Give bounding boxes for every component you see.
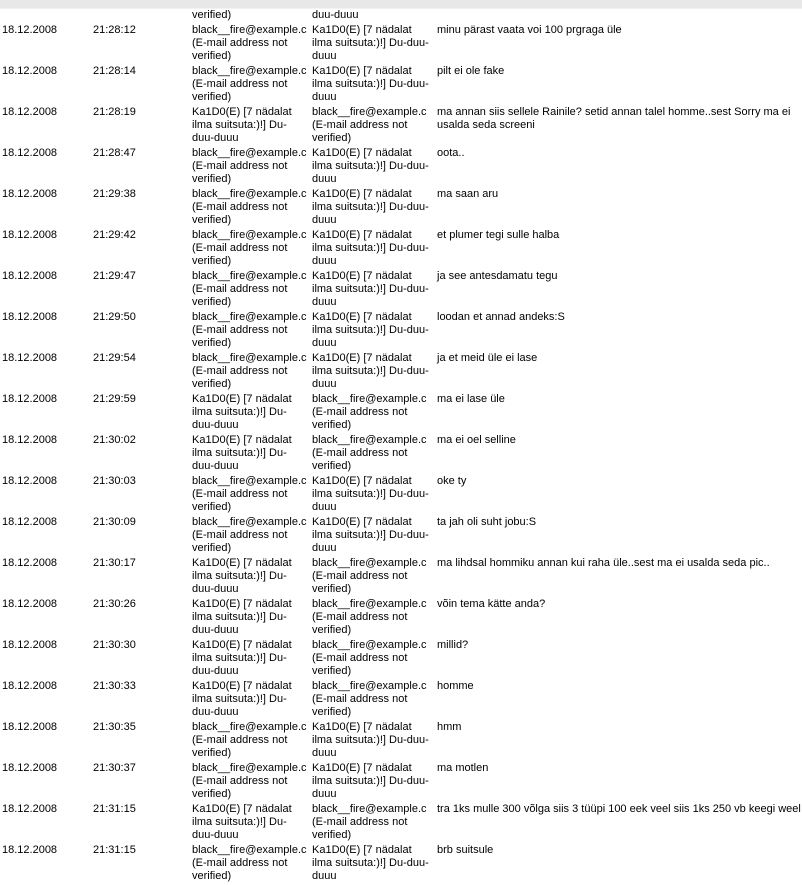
- cell-message: ma ei oel selline: [437, 434, 516, 446]
- cell-from: black__fire@example.c (E-mail address not verified): [192, 65, 307, 103]
- cell-date: 18.12.2008: [2, 639, 58, 651]
- cell-from: Ka1D0(E) [7 nädalat ilma suitsuta:)!] Du-duu-duuu: [192, 680, 292, 718]
- log-rows: [0, 22, 802, 883]
- cell-time: 21:29:47: [93, 270, 136, 282]
- cell-from: black__fire@example.c (E-mail address not verified): [192, 147, 307, 185]
- log-row: [0, 801, 802, 842]
- cell-message: homme: [437, 680, 474, 692]
- cell-time: 21:30:17: [93, 557, 136, 569]
- log-row: [0, 678, 802, 719]
- cell-time: 21:29:50: [93, 311, 136, 323]
- cell-message: pilt ei ole fake: [437, 65, 505, 77]
- cell-from: black__fire@example.c (E-mail address not verified): [192, 24, 307, 62]
- message-log: [0, 9, 802, 883]
- cell-time: 21:28:12: [93, 24, 136, 36]
- cell-date: 18.12.2008: [2, 516, 58, 528]
- cell-message: tra 1ks mulle 300 võlga siis 3 tüüpi 100 eek veel siis 1ks 250 vb keegi weel: [437, 803, 801, 815]
- cell-from: Ka1D0(E) [7 nädalat ilma suitsuta:)!] Du-duu-duuu: [192, 434, 292, 472]
- top-separator-bar: [0, 0, 802, 9]
- cell-to: Ka1D0(E) [7 nädalat ilma suitsuta:)!] Du-duu-duuu: [312, 475, 429, 513]
- cell-to: black__fire@example.c (E-mail address not verified): [312, 106, 427, 144]
- cell-to: black__fire@example.c (E-mail address not verified): [312, 680, 427, 718]
- cell-to: Ka1D0(E) [7 nädalat ilma suitsuta:)!] Du-duu-duuu: [312, 65, 429, 103]
- cell-to: Ka1D0(E) [7 nädalat ilma suitsuta:)!] Du-duu-duuu: [312, 352, 429, 390]
- cell-message: ma lihdsal hommiku annan kui raha üle..sest ma ei usalda seda pic..: [437, 557, 770, 569]
- cell-to: Ka1D0(E) [7 nädalat ilma suitsuta:)!] Du-duu-duuu: [312, 147, 429, 185]
- cell-date: 18.12.2008: [2, 352, 58, 364]
- cell-from: black__fire@example.c (E-mail address not verified): [192, 352, 307, 390]
- cell-time: 21:31:15: [93, 803, 136, 815]
- log-row: [0, 391, 802, 432]
- cell-message: ma motlen: [437, 762, 489, 774]
- cell-from: black__fire@example.c (E-mail address not verified): [192, 311, 307, 349]
- cell-time: 21:30:03: [93, 475, 136, 487]
- log-row: [0, 63, 802, 104]
- cell-message: ta jah oli suht jobu:S: [437, 516, 537, 528]
- cell-time: 21:28:19: [93, 106, 136, 118]
- log-row: [0, 596, 802, 637]
- cell-message: ma annan siis sellele Rainile? setid annan talel homme..sest Sorry ma ei usalda seda screeni: [437, 106, 791, 131]
- log-row: [0, 268, 802, 309]
- cell-to: Ka1D0(E) [7 nädalat ilma suitsuta:)!] Du-duu-duuu: [312, 270, 429, 308]
- log-row: [0, 842, 802, 883]
- cell-to: Ka1D0(E) [7 nädalat ilma suitsuta:)!] Du-duu-duuu: [312, 721, 429, 759]
- cell-date: 18.12.2008: [2, 680, 58, 692]
- cell-time: 21:28:14: [93, 65, 136, 77]
- log-row-partial: [0, 9, 802, 22]
- cell-date: 18.12.2008: [2, 147, 58, 159]
- cell-date: 18.12.2008: [2, 721, 58, 733]
- cell-from: black__fire@example.c (E-mail address not verified): [192, 844, 307, 882]
- cell-from: black__fire@example.c (E-mail address not verified): [192, 229, 307, 267]
- cell-date: 18.12.2008: [2, 803, 58, 815]
- cell-date: 18.12.2008: [2, 844, 58, 856]
- cell-from: Ka1D0(E) [7 nädalat ilma suitsuta:)!] Du-duu-duuu: [192, 639, 292, 677]
- cell-from-tail: verified): [192, 9, 232, 21]
- cell-message: ja see antesdamatu tegu: [437, 270, 558, 282]
- cell-date: 18.12.2008: [2, 434, 58, 446]
- cell-time: 21:29:54: [93, 352, 136, 364]
- cell-date: 18.12.2008: [2, 65, 58, 77]
- log-row: [0, 309, 802, 350]
- cell-message: ma saan aru: [437, 188, 499, 200]
- cell-to: black__fire@example.c (E-mail address not verified): [312, 393, 427, 431]
- cell-message: oota..: [437, 147, 465, 159]
- cell-to: Ka1D0(E) [7 nädalat ilma suitsuta:)!] Du-duu-duuu: [312, 311, 429, 349]
- cell-from: black__fire@example.c (E-mail address not verified): [192, 721, 307, 759]
- cell-to-tail: duu-duuu: [312, 9, 359, 21]
- cell-date: 18.12.2008: [2, 188, 58, 200]
- cell-date: 18.12.2008: [2, 393, 58, 405]
- cell-time: 21:30:09: [93, 516, 136, 528]
- cell-to: Ka1D0(E) [7 nädalat ilma suitsuta:)!] Du-duu-duuu: [312, 188, 429, 226]
- cell-from: Ka1D0(E) [7 nädalat ilma suitsuta:)!] Du-duu-duuu: [192, 393, 292, 431]
- cell-to: black__fire@example.c (E-mail address not verified): [312, 639, 427, 677]
- cell-to: Ka1D0(E) [7 nädalat ilma suitsuta:)!] Du-duu-duuu: [312, 844, 429, 882]
- cell-from: black__fire@example.c (E-mail address not verified): [192, 188, 307, 226]
- cell-from: Ka1D0(E) [7 nädalat ilma suitsuta:)!] Du-duu-duuu: [192, 557, 292, 595]
- cell-message: oke ty: [437, 475, 467, 487]
- log-row: [0, 145, 802, 186]
- cell-time: 21:30:26: [93, 598, 136, 610]
- log-row: [0, 637, 802, 678]
- cell-time: 21:30:30: [93, 639, 136, 651]
- cell-message: et plumer tegi sulle halba: [437, 229, 560, 241]
- cell-message: millid?: [437, 639, 469, 651]
- cell-date: 18.12.2008: [2, 229, 58, 241]
- cell-from: black__fire@example.c (E-mail address not verified): [192, 475, 307, 513]
- cell-message: hmm: [437, 721, 462, 733]
- cell-date: 18.12.2008: [2, 270, 58, 282]
- cell-message: brb suitsule: [437, 844, 494, 856]
- log-row: [0, 473, 802, 514]
- cell-to: Ka1D0(E) [7 nädalat ilma suitsuta:)!] Du-duu-duuu: [312, 762, 429, 800]
- log-row: [0, 104, 802, 145]
- cell-to: Ka1D0(E) [7 nädalat ilma suitsuta:)!] Du-duu-duuu: [312, 229, 429, 267]
- cell-message: loodan et annad andeks:S: [437, 311, 565, 323]
- log-row: [0, 432, 802, 473]
- cell-message: ma ei lase üle: [437, 393, 505, 405]
- cell-date: 18.12.2008: [2, 24, 58, 36]
- cell-time: 21:29:59: [93, 393, 136, 405]
- cell-to: black__fire@example.c (E-mail address not verified): [312, 434, 427, 472]
- cell-to: Ka1D0(E) [7 nädalat ilma suitsuta:)!] Du-duu-duuu: [312, 24, 429, 62]
- cell-from: Ka1D0(E) [7 nädalat ilma suitsuta:)!] Du-duu-duuu: [192, 106, 292, 144]
- cell-to: black__fire@example.c (E-mail address not verified): [312, 803, 427, 841]
- cell-time: 21:31:15: [93, 844, 136, 856]
- log-row: [0, 514, 802, 555]
- cell-message: võin tema kätte anda?: [437, 598, 546, 610]
- log-row: [0, 555, 802, 596]
- cell-from: black__fire@example.c (E-mail address not verified): [192, 516, 307, 554]
- cell-from: Ka1D0(E) [7 nädalat ilma suitsuta:)!] Du-duu-duuu: [192, 803, 292, 841]
- cell-date: 18.12.2008: [2, 762, 58, 774]
- cell-to: black__fire@example.c (E-mail address not verified): [312, 598, 427, 636]
- cell-from: Ka1D0(E) [7 nädalat ilma suitsuta:)!] Du-duu-duuu: [192, 598, 292, 636]
- log-row: [0, 186, 802, 227]
- log-row: [0, 350, 802, 391]
- cell-time: 21:30:35: [93, 721, 136, 733]
- log-row: [0, 227, 802, 268]
- cell-time: 21:30:02: [93, 434, 136, 446]
- cell-message: minu pärast vaata voi 100 prgraga üle: [437, 24, 622, 36]
- cell-date: 18.12.2008: [2, 311, 58, 323]
- cell-time: 21:30:33: [93, 680, 136, 692]
- cell-date: 18.12.2008: [2, 557, 58, 569]
- cell-time: 21:29:38: [93, 188, 136, 200]
- cell-time: 21:28:47: [93, 147, 136, 159]
- log-row: [0, 719, 802, 760]
- log-row: [0, 22, 802, 63]
- cell-date: 18.12.2008: [2, 475, 58, 487]
- cell-date: 18.12.2008: [2, 598, 58, 610]
- cell-time: 21:29:42: [93, 229, 136, 241]
- cell-to: Ka1D0(E) [7 nädalat ilma suitsuta:)!] Du-duu-duuu: [312, 516, 429, 554]
- cell-to: black__fire@example.c (E-mail address not verified): [312, 557, 427, 595]
- cell-message: ja et meid üle ei lase: [437, 352, 538, 364]
- cell-from: black__fire@example.c (E-mail address not verified): [192, 762, 307, 800]
- log-row: [0, 760, 802, 801]
- cell-time: 21:30:37: [93, 762, 136, 774]
- cell-from: black__fire@example.c (E-mail address not verified): [192, 270, 307, 308]
- cell-date: 18.12.2008: [2, 106, 58, 118]
